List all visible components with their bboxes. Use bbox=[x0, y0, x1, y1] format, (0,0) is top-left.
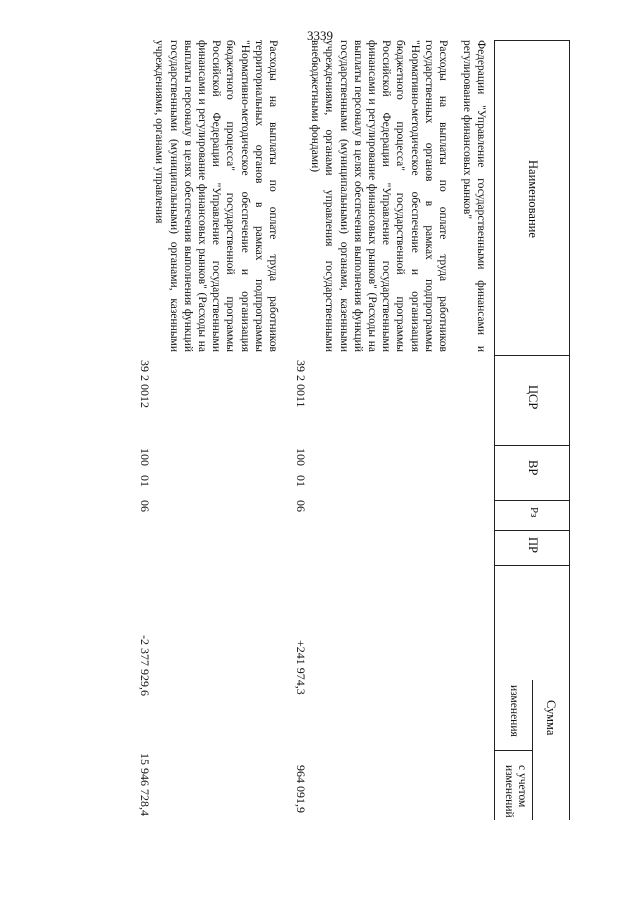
header-with-changes: с учетом изменений bbox=[503, 765, 528, 818]
page-number: 3339 bbox=[307, 28, 333, 43]
header-sum: Сумма bbox=[544, 700, 558, 736]
row-1-vr: 100 bbox=[294, 448, 308, 466]
row-2-change: -2 377 929,6 bbox=[138, 635, 152, 696]
row-1-name: Расходы на выплаты по оплате труда работников государственных органов в рамках подпрограммы "Нормативно-методическое обеспечение и организация бюджетного процесса" государственной программы Российской Федерации "Управление государственными финансами и регулирование финансовых рынков" (Расходы на выплаты персоналу в целях обеспечения выполнения функций государственными (муниципальными) органами, казенными учреждениями, органами управления государственными внебюджетными фондами) bbox=[309, 40, 449, 352]
row-2-pr: 06 bbox=[138, 500, 152, 512]
row-1-rz: 01 bbox=[294, 475, 308, 487]
row-0-name: Федерации "Управление государственными финансами и регулирование финансовых рынков" bbox=[460, 40, 487, 352]
row-2-total: 15 946 728,4 bbox=[138, 753, 152, 816]
row-1-change: +241 974,3 bbox=[294, 640, 308, 695]
row-1-total: 964 091,9 bbox=[294, 765, 308, 813]
header-rz: Рз bbox=[528, 507, 540, 518]
row-2-csr: 39 2 0012 bbox=[138, 360, 152, 408]
col-sep-pr bbox=[495, 565, 570, 566]
row-2-name: Расходы на выплаты по оплате труда работников территориальных органов в рамках подпрограммы "Нормативно-методическое обеспечение и организация бюджетного процесса" государственной программы Российской Федерации "Управление государственными финансами и регулирование финансовых рынков" (Расходы на выплаты персоналу в целях обеспечения выполнения функций государственными (муниципальными) органами, казенными учреждениями, органами управления bbox=[153, 40, 279, 352]
row-1-pr: 06 bbox=[294, 500, 308, 512]
header-csr: ЦСР bbox=[526, 385, 540, 410]
col-sep-rz bbox=[495, 530, 570, 531]
col-sep-sum bbox=[495, 750, 533, 751]
header-vr: ВР bbox=[526, 460, 540, 476]
header-name: Наименование bbox=[526, 160, 540, 238]
row-2-vr: 100 bbox=[138, 448, 152, 466]
header-pr: ПР bbox=[526, 537, 540, 553]
row-1-csr: 39 2 0011 bbox=[294, 360, 308, 408]
col-sep-name bbox=[495, 355, 570, 356]
header-bottom-border bbox=[494, 40, 495, 820]
col-sep-vr bbox=[495, 500, 570, 501]
header-changes: изменения bbox=[508, 685, 520, 737]
row-2-rz: 01 bbox=[138, 475, 152, 487]
col-sep-csr bbox=[495, 445, 570, 446]
table-top-border bbox=[569, 40, 570, 820]
budget-table bbox=[75, 40, 570, 860]
table-left-border bbox=[495, 40, 570, 41]
